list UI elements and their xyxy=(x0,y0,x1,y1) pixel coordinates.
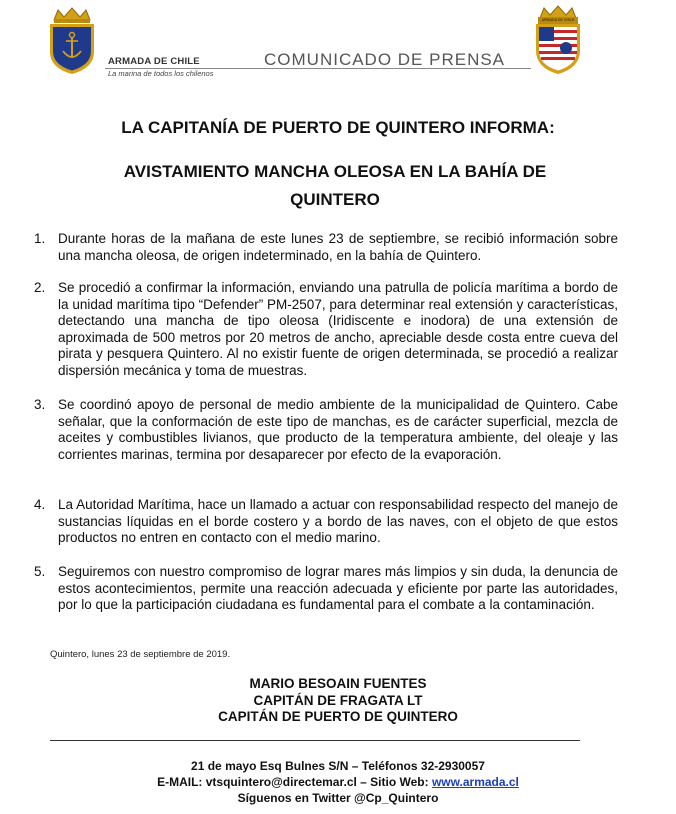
signatory-position: CAPITÁN DE PUERTO DE QUINTERO xyxy=(218,709,458,724)
footer xyxy=(0,758,676,806)
list-item xyxy=(34,397,618,463)
footer-email: E-MAIL: vtsquintero@directemar.cl – Sitio Web: xyxy=(157,775,432,789)
signatory-name: MARIO BESOAIN FUENTES xyxy=(249,676,427,691)
date-line: Quintero, lunes 23 de septiembre de 2019. xyxy=(50,649,231,660)
list-item-number: 5. xyxy=(34,564,46,579)
footer-address: 21 de mayo Esq Bulnes S/N – Teléfonos 32-2930057 xyxy=(191,759,485,773)
list-item-number: 4. xyxy=(34,497,46,512)
list-item-text: La Autoridad Marítima, hace un llamado a actuar con responsabilidad respecto del manejo de sustancias líquidas en el borde costero y a bordo de las naves, con el objeto de que estos productos no entren en contacto con el medio marino. xyxy=(58,497,618,545)
list-item-number: 1. xyxy=(34,231,46,246)
list-item-text: Seguiremos con nuestro compromiso de lograr mares más limpios y sin duda, la denuncia de estos acontecimientos, permite una reacción adecuada y eficiente por parte las autoridades, por lo que la participación ciudadana es fundamental para el combate a la contaminación. xyxy=(58,564,618,612)
footer-twitter: Síguenos en Twitter @Cp_Quintero xyxy=(237,791,439,805)
signature-block xyxy=(0,676,676,726)
list-item xyxy=(34,231,618,264)
document-type: COMUNICADO DE PRENSA xyxy=(264,50,506,69)
list-item xyxy=(34,497,618,547)
footer-divider xyxy=(50,740,580,741)
right-logo-text: ARMADA DE CHILE xyxy=(541,18,575,22)
headline-primary: LA CAPITANÍA DE PUERTO DE QUINTERO INFORMA: xyxy=(121,118,555,137)
footer-contact xyxy=(0,774,676,790)
list-item-number: 3. xyxy=(34,397,46,412)
org-motto: La marina de todos los chilenos xyxy=(108,69,214,78)
list-item-number: 2. xyxy=(34,280,46,295)
list-item-text: Se procedió a confirmar la información, enviando una patrulla de policía marítima a bordo de la unidad marítima tipo “Defender” PM-2507, para determinar real extensión y características, detectando una mancha de tipo oleosa (Iridiscente e inodora) de una extensión de aproximada de 500 metros por 20 metros de ancho, apreciable desde costa entre cueva del pirata y pesquera Quintero. Al no existir fuente de origen determinada, se procedió a realizar dispersión mecánica y toma de muestras. xyxy=(58,280,618,378)
org-name: ARMADA DE CHILE xyxy=(108,56,200,67)
signatory-rank: CAPITÁN DE FRAGATA LT xyxy=(253,692,423,708)
list-item-text: Se coordinó apoyo de personal de medio ambiente de la municipalidad de Quintero. Cabe señalar, que la conformación de este tipo de manchas, es de carácter superficial, mezcla de aceites y combustibles livianos, que producto de la temperatura ambiente, del oleaje y las corrientes marinas, termina por desaparecer por efecto de la evaporación. xyxy=(58,397,618,462)
headline-secondary: AVISTAMIENTO MANCHA OLEOSA EN LA BAHÍA DE QUINTERO xyxy=(123,162,547,209)
navy-crest-icon xyxy=(44,6,100,76)
website-link[interactable]: www.armada.cl xyxy=(431,775,519,789)
list-item-text: Durante horas de la mañana de este lunes 23 de septiembre, se recibió información sobre una mancha oleosa, de origen indeterminado, en la bahía de Quintero. xyxy=(58,231,618,263)
list-item xyxy=(34,280,618,379)
list-item xyxy=(34,564,618,614)
maritime-authority-crest-icon xyxy=(530,4,586,76)
